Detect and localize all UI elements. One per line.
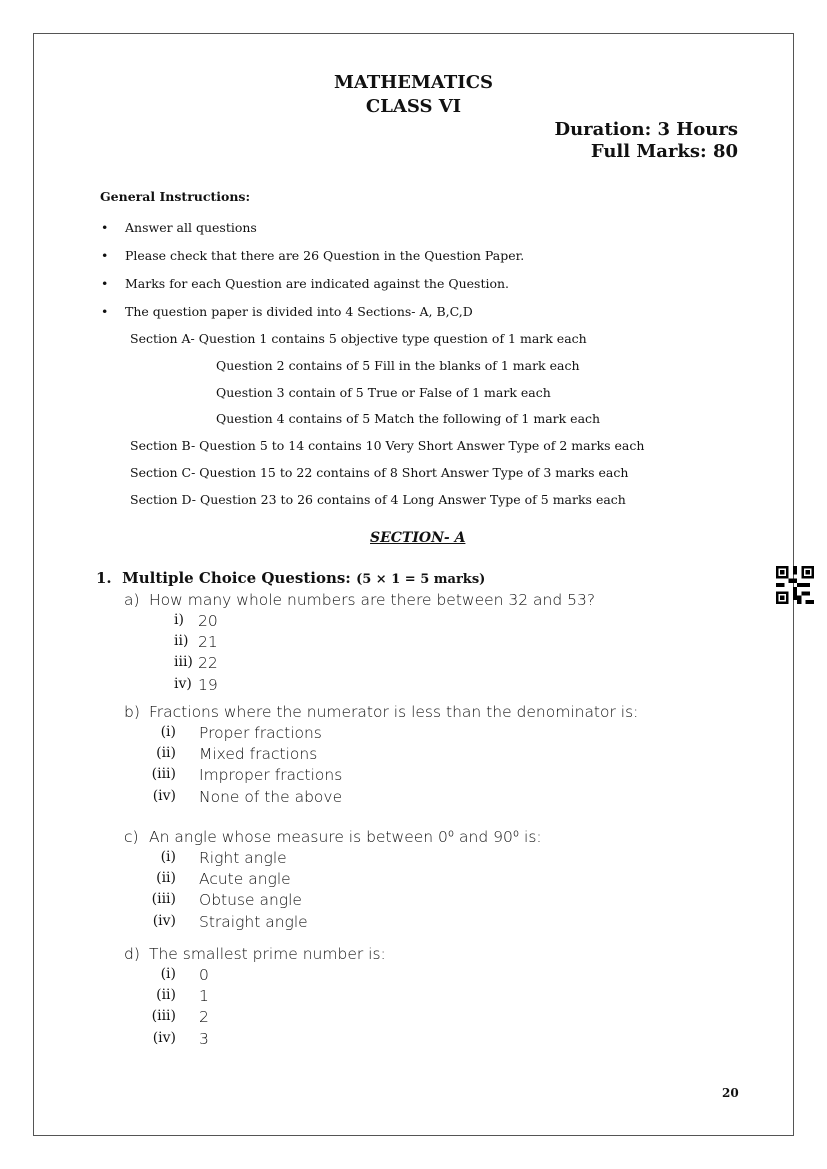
option-label: (ii) [156,870,176,887]
page-number: 20 [722,1086,739,1100]
part-label: c) [124,828,139,846]
bullet-dot: • [101,276,109,291]
part-label: b) [124,703,140,721]
bullet-dot: • [101,220,109,235]
option-text: 19 [198,675,218,694]
option-text: 20 [198,612,218,630]
option-text: Right angle [199,849,287,867]
part-label: d) [124,945,140,963]
instructions-heading: General Instructions: [100,189,251,204]
option-text: Obtuse angle [199,891,302,910]
option-text: 0 [199,966,209,984]
option-text: Proper fractions [199,724,322,742]
option-text: Acute angle [199,870,291,889]
option-label: (ii) [156,745,176,762]
bullet-dot: • [101,304,109,319]
section-description: Section B- Question 5 to 14 contains 10 Very Short Answer Type of 2 marks each [130,438,645,454]
part-question: How many whole numbers are there between 32 and 53? [149,591,596,609]
question-title: Multiple Choice Questions: [122,569,351,587]
option-text: Mixed fractions [199,745,318,764]
option-label: (i) [160,849,176,865]
option-text: 22 [198,654,218,673]
option-text: 2 [199,1008,209,1027]
qr-code [776,566,814,604]
section-description: Section C- Question 15 to 22 contains of 8 Short Answer Type of 3 marks each [130,465,629,480]
option-label: ii) [174,633,189,650]
option-text: None of the above [199,787,343,806]
option-text: Straight angle [199,912,308,931]
instruction-item: The question paper is divided into 4 Sections- A, B,C,D [125,304,473,319]
bullet-dot: • [101,248,109,263]
option-label: (ii) [156,987,176,1004]
section-description: Question 3 contain of 5 True or False of 1 mark each [216,384,551,400]
instruction-item: Marks for each Question are indicated against the Question. [125,276,510,291]
instruction-item: Answer all questions [125,220,257,235]
duration: Duration: 3 Hours [554,119,738,140]
section-description: Section A- Question 1 contains 5 objective type question of 1 mark each [130,331,587,346]
section-description: Question 2 contains of 5 Fill in the blanks of 1 mark each [216,357,580,373]
question-number: 1. [96,569,112,587]
option-label: iv) [174,675,192,692]
option-label: (iv) [152,1029,176,1046]
option-label: i) [174,612,184,628]
option-label: (iii) [151,766,176,783]
section-description: Section D- Question 23 to 26 contains of 4 Long Answer Type of 5 marks each [130,491,626,507]
option-text: 1 [199,987,209,1006]
section-a-title: SECTION- A [370,530,466,546]
option-label: (iv) [152,912,176,929]
option-label: (iii) [151,1008,176,1025]
part-question: Fractions where the numerator is less than the denominator is: [149,703,639,721]
part-question: The smallest prime number is: [149,945,386,963]
option-label: (i) [160,724,176,740]
section-description: Question 4 contains of 5 Match the following of 1 mark each [216,411,601,427]
full-marks: Full Marks: 80 [590,141,738,162]
instruction-item: Please check that there are 26 Question in the Question Paper. [125,248,525,263]
option-text: Improper fractions [199,766,343,785]
part-label: a) [124,591,140,609]
option-text: 3 [199,1029,209,1048]
option-label: (i) [160,966,176,982]
part-question: An angle whose measure is between 0⁰ and 90⁰ is: [149,828,542,846]
question-marks: (5 × 1 = 5 marks) [356,572,486,587]
question-1-heading [96,569,485,587]
class-title: CLASS VI [365,96,462,117]
option-label: iii) [174,654,193,671]
option-label: (iv) [152,787,176,804]
option-label: (iii) [151,891,176,908]
option-text: 21 [198,633,218,652]
subject-title: MATHEMATICS [333,72,494,93]
